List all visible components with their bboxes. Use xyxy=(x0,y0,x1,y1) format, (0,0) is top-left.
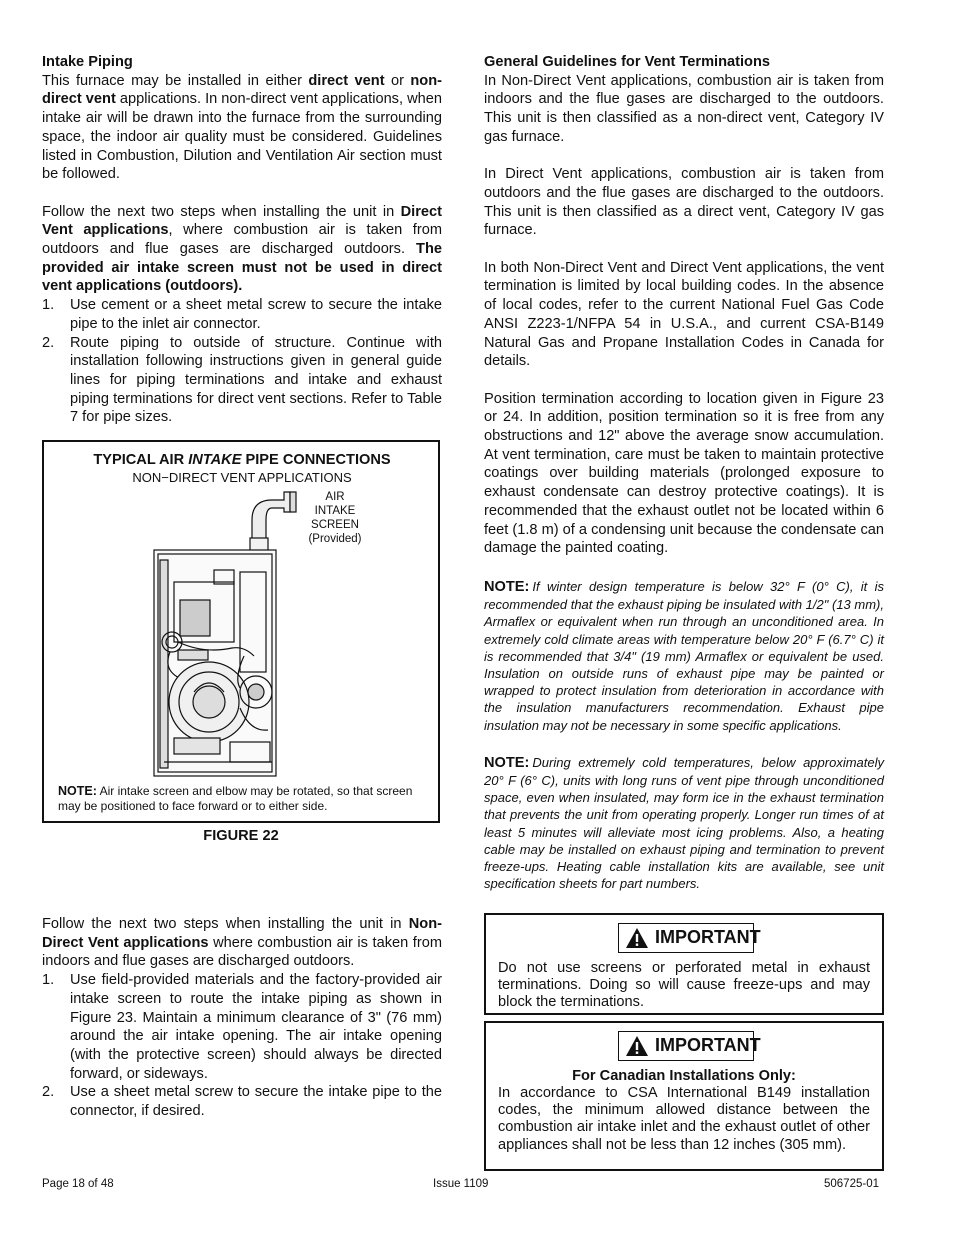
figure-22-box xyxy=(42,440,440,823)
paragraph: In both Non-Direct Vent and Direct Vent applications, the vent termination is limited by local building codes. In the absence of local codes, refer to the current National Fuel Gas Code ANSI Z223-1/NFPA 54 in U.S.A., and current CSA-B149 Natural Gas and Propane Installation Codes in Canada for details. xyxy=(484,259,884,370)
important-text: Do not use screens or perforated metal in exhaust terminations. Doing so will cause freeze-ups and may block the terminations. xyxy=(498,960,870,1011)
vent-terminations-heading: General Guidelines for Vent Terminations xyxy=(484,54,770,70)
air-intake-screen-label: AIR INTAKE SCREEN (Provided) xyxy=(308,491,362,545)
intake-piping-paragraph: This furnace may be installed in either direct vent or non-direct vent applications. In non-direct vent applications, when intake air will be drawn into the furnace from the surrounding space, the indoor air quality must be considered. Guidelines listed in Combustion, Dilution and Ventilation Air section must be followed. xyxy=(42,72,442,183)
direct-vent-paragraph: Follow the next two steps when installing the unit in Direct Vent applications, where combustion air is taken from outdoors and flue gases are discharged outdoors. The provided air intake screen must not be used in direct vent applications (outdoors). xyxy=(42,203,442,295)
figure-subtitle: NON−DIRECT VENT APPLICATIONS xyxy=(132,470,352,485)
issue-number: Issue 1109 xyxy=(433,1178,489,1190)
left-column-lower xyxy=(42,915,442,1121)
list-item: 1. Use field-provided materials and the factory-provided air intake screen to route the intake piping as shown in Figure 23. Maintain a minimum clearance of 3" (76 mm) around the air intake opening. The air intake opening (with the protective screen) should always be directed forward, or sideways. xyxy=(42,972,442,1082)
right-column xyxy=(484,53,884,892)
important-header: IMPORTANT xyxy=(618,1031,754,1061)
important-header: IMPORTANT xyxy=(618,923,754,953)
warning-icon xyxy=(625,927,649,949)
left-column xyxy=(42,53,442,427)
list-item: 2. Route piping to outside of structure. Continue with installation following instructions given in general guide lines for piping terminations and intake and exhaust piping terminations for direct vent sections. Refer to Table 7 for pipe sizes. xyxy=(42,334,442,426)
insulation-note: NOTE: If winter design temperature is below 32° F (0° C), it is recommended that the exhaust piping be insulated with 1/2" (13 mm), Armaflex or equivalent when run through an unconditioned area. In extremely cold climate areas with temperature below 20° F (6.7° C) it is recommended that 3/4" (19 mm) Armaflex or equivalent be used. Insulation on outside runs of exhaust pipe may be painted or wrapped to protect insulation from deterioration in accordance with the insulation manufacturers recommendation. Exhaust pipe insulation may not be necessary in some specific applications. xyxy=(484,578,884,733)
figure-title: TYPICAL AIR INTAKE PIPE CONNECTIONS xyxy=(93,452,391,468)
figure-caption: FIGURE 22 xyxy=(203,828,279,844)
intake-piping-heading: Intake Piping xyxy=(42,54,133,70)
important-subheading: For Canadian Installations Only: xyxy=(572,1068,796,1084)
paragraph: Position termination according to location given in Figure 23 or 24. In addition, position termination so it is free from any obstructions and 12" above the average snow accumulation. At vent termination, care must be taken to maintain protective coatings over building materials (prolonged exposure to exhaust condensate can destroy protective coatings). It is recommended that the exhaust outlet not be located within 6 feet (1.8 m) of a condensing unit because the condensate can damage the painted coating. xyxy=(484,390,884,557)
paragraph: In Non-Direct Vent applications, combustion air is taken from indoors and the flue gases are discharged to the outdoors. This unit is then classified as a non-direct vent, Category IV gas furnace. xyxy=(484,72,884,145)
list-item: 1. Use cement or a sheet metal screw to secure the intake pipe to the inlet air connector. xyxy=(42,297,442,332)
important-box-canadian xyxy=(484,1021,884,1171)
important-box-exhaust-screens xyxy=(484,913,884,1015)
figure-note: NOTE: Air intake screen and elbow may be rotated, so that screen may be positioned to face forward or to either side. xyxy=(58,784,413,813)
important-text: In accordance to CSA International B149 installation codes, the minimum allowed distance between the combustion air intake inlet and the exhaust outlet of other appliances shall not be less than 12 inches (305 mm). xyxy=(498,1085,870,1153)
non-direct-vent-steps xyxy=(42,971,442,1121)
cold-temperature-note: NOTE: During extremely cold temperatures, below approximately 20° F (6° C), units with long runs of vent pipe through unconditioned space, even when insulated, may form ice in the exhaust termination that prevents the unit from operating properly. Longer run times of at least 5 minutes will alleviate most icing problems. Also, a heating cable may be installed on exhaust piping and termination to prevent freeze-ups. Heating cable installation kits are available, see unit specification sheets for part numbers. xyxy=(484,754,884,892)
paragraph: In Direct Vent applications, combustion air is taken from outdoors and the flue gases are discharged to the outdoors. This unit is then classified as a direct vent, Category IV gas furnace. xyxy=(484,166,884,239)
document-number: 506725-01 xyxy=(824,1178,879,1190)
warning-icon xyxy=(625,1035,649,1057)
direct-vent-steps xyxy=(42,296,442,427)
page-number: Page 18 of 48 xyxy=(42,1178,114,1190)
non-direct-vent-paragraph: Follow the next two steps when installing the unit in Non-Direct Vent applications where combustion air is taken from indoors and flue gases are discharged outdoors. xyxy=(42,916,442,970)
furnace-illustration xyxy=(44,442,440,782)
list-item: 2. Use a sheet metal screw to secure the intake pipe to the connector, if desired. xyxy=(42,1084,442,1120)
